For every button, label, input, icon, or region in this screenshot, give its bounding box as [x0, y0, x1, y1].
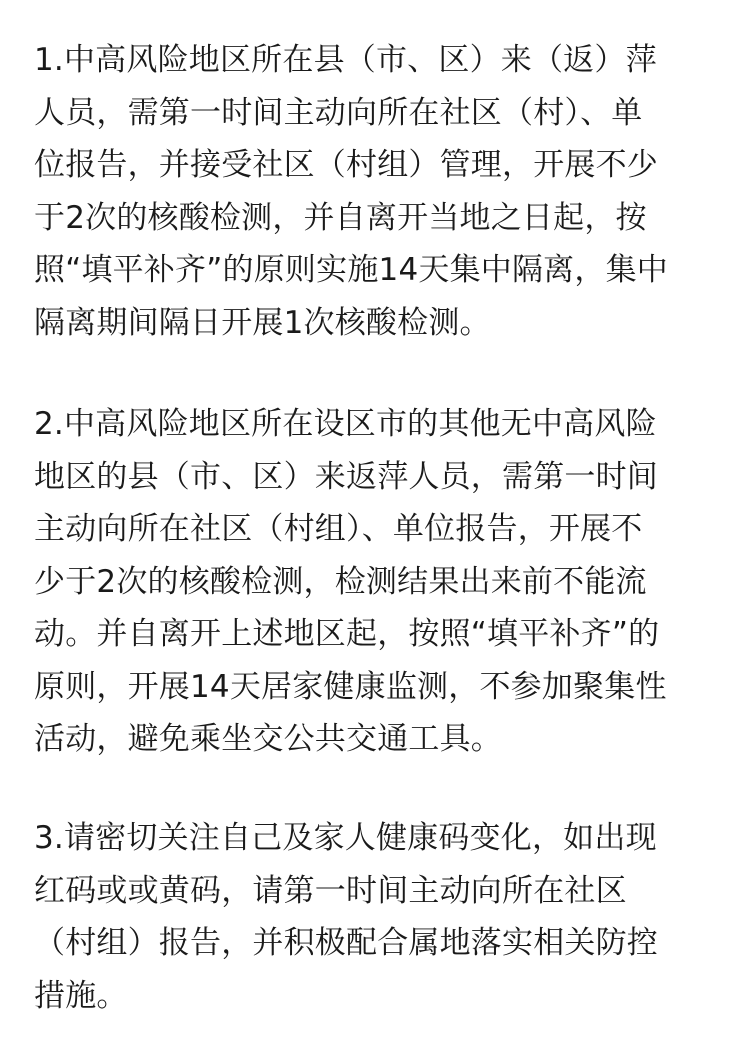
paragraph-line: 照“填平补齐”的原则实施14天集中隔离，集中	[34, 252, 668, 288]
paragraph-line: 少于2次的核酸检测，检测结果出来前不能流	[34, 563, 647, 600]
paragraph-line: 隔离期间隔日开展1次核酸检测。	[34, 304, 491, 341]
paragraph-line: 于2次的核酸检测，并自离开当地之日起，按	[34, 199, 647, 236]
paragraph-line: 人员，需第一时间主动向所在社区（村）、单	[34, 94, 643, 131]
paragraph-line: 活动，避免乘坐交公共交通工具。	[34, 721, 502, 757]
paragraph-line: 3.请密切关注自己及家人健康码变化，如出现	[34, 820, 657, 856]
paragraph-2	[34, 398, 698, 766]
paragraph-line: 2.中高风险地区所在设区市的其他无中高风险	[34, 406, 657, 442]
paragraph-line: 主动向所在社区（村组）、单位报告，开展不	[34, 511, 643, 547]
paragraph-line: 1.中高风险地区所在县（市、区）来（返）萍	[34, 42, 657, 78]
paragraph-line: 措施。	[34, 977, 128, 1014]
paragraph-line: 位报告，并接受社区（村组）管理，开展不少	[34, 147, 658, 183]
paragraph-3	[34, 812, 698, 1022]
paragraph-1	[34, 34, 698, 349]
paragraph-line: 动。并自离开上述地区起，按照“填平补齐”的	[34, 616, 660, 652]
paragraph-line: 地区的县（市、区）来返萍人员，需第一时间	[34, 458, 658, 495]
paragraph-line: 原则，开展14天居家健康监测，不参加聚集性	[34, 668, 667, 705]
paragraph-line: 红码或或黄码，请第一时间主动向所在社区	[34, 872, 627, 909]
paragraph-line: （村组）报告，并积极配合属地落实相关防控	[34, 925, 658, 961]
